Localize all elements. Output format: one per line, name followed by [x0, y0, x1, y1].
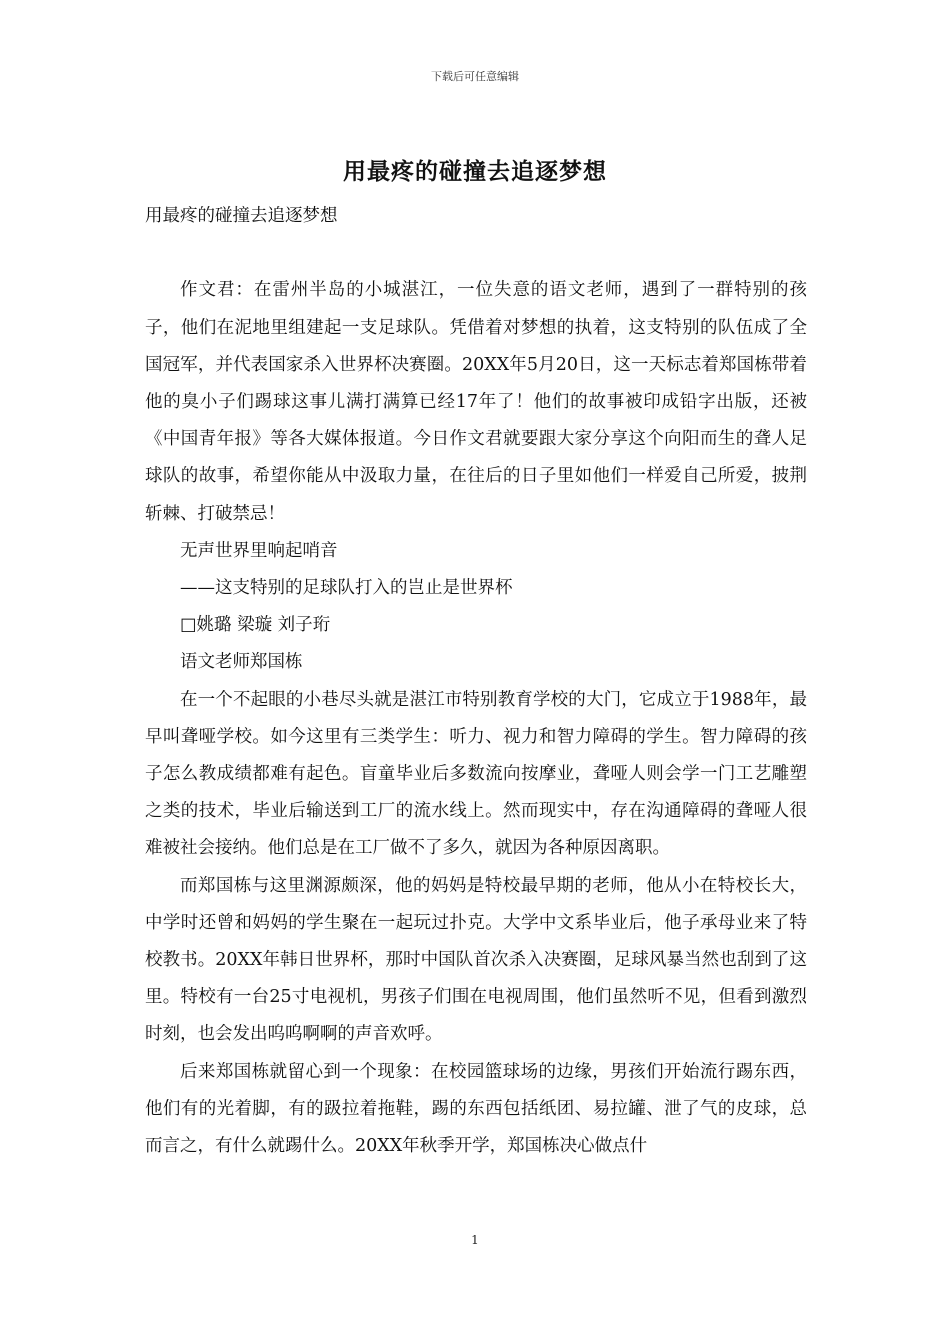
- section-subheading: ——这支特别的足球队打入的岂止是世界杯: [180, 578, 513, 599]
- document-subtitle: 用最疼的碰撞去追逐梦想: [145, 206, 338, 226]
- section-heading: 无声世界里响起哨音: [180, 540, 338, 561]
- paragraph: 在一个不起眼的小巷尽头就是湛江市特别教育学校的大门，它成立于1988年，最早叫聋哑学校。如今这里有三类学生：听力、视力和智力障碍的学生。智力障碍的孩子怎么教成绩都难有起色。盲童毕业后多数流向按摩业，聋哑人则会学一门工艺雕塑之类的技术，毕业后输送到工厂的流水线上。然而现实中，存在沟通障碍的聋哑人很难被社会接纳。他们总是在工厂做不了多久，就因为各种原因离职。: [145, 689, 807, 859]
- page-header: 下载后可任意编辑: [431, 70, 519, 83]
- page-number: 1: [471, 1233, 479, 1247]
- document-title: 用最疼的碰撞去追逐梦想: [343, 158, 607, 185]
- subsection-heading: 语文老师郑国栋: [180, 652, 303, 673]
- byline: □姚璐 梁璇 刘子珩: [180, 615, 331, 636]
- paragraph: 而郑国栋与这里渊源颇深，他的妈妈是特校最早期的老师，他从小在特校长大，中学时还曾和妈妈的学生聚在一起玩过扑克。大学中文系毕业后，他子承母业来了特校教书。20XX年韩日世界杯，那时中国队首次杀入决赛圈，足球风暴当然也刮到了这里。特校有一台25寸电视机，男孩子们围在电视周围，他们虽然听不见，但看到激烈时刻，也会发出呜呜啊啊的声音欢呼。: [145, 875, 807, 1045]
- paragraph-intro: 作文君：在雷州半岛的小城湛江，一位失意的语文老师，遇到了一群特别的孩子，他们在泥地里组建起一支足球队。凭借着对梦想的执着，这支特别的队伍成了全国冠军，并代表国家杀入世界杯决赛圈。20XX年5月20日，这一天标志着郑国栋带着他的臭小子们踢球这事儿满打满算已经17年了！他们的故事被印成铅字出版，还被《中国青年报》等各大媒体报道。今日作文君就要跟大家分享这个向阳而生的聋人足球队的故事，希望你能从中汲取力量，在往后的日子里如他们一样爱自己所爱，披荆斩棘、打破禁忌！: [145, 280, 807, 524]
- document-body: [145, 198, 807, 1165]
- paragraph: 后来郑国栋就留心到一个现象：在校园篮球场的边缘，男孩们开始流行踢东西，他们有的光着脚，有的趿拉着拖鞋，踢的东西包括纸团、易拉罐、泄了气的皮球，总而言之，有什么就踢什么。20XX年秋季开学，郑国栋决心做点什: [145, 1061, 807, 1157]
- blank-line: [145, 235, 807, 272]
